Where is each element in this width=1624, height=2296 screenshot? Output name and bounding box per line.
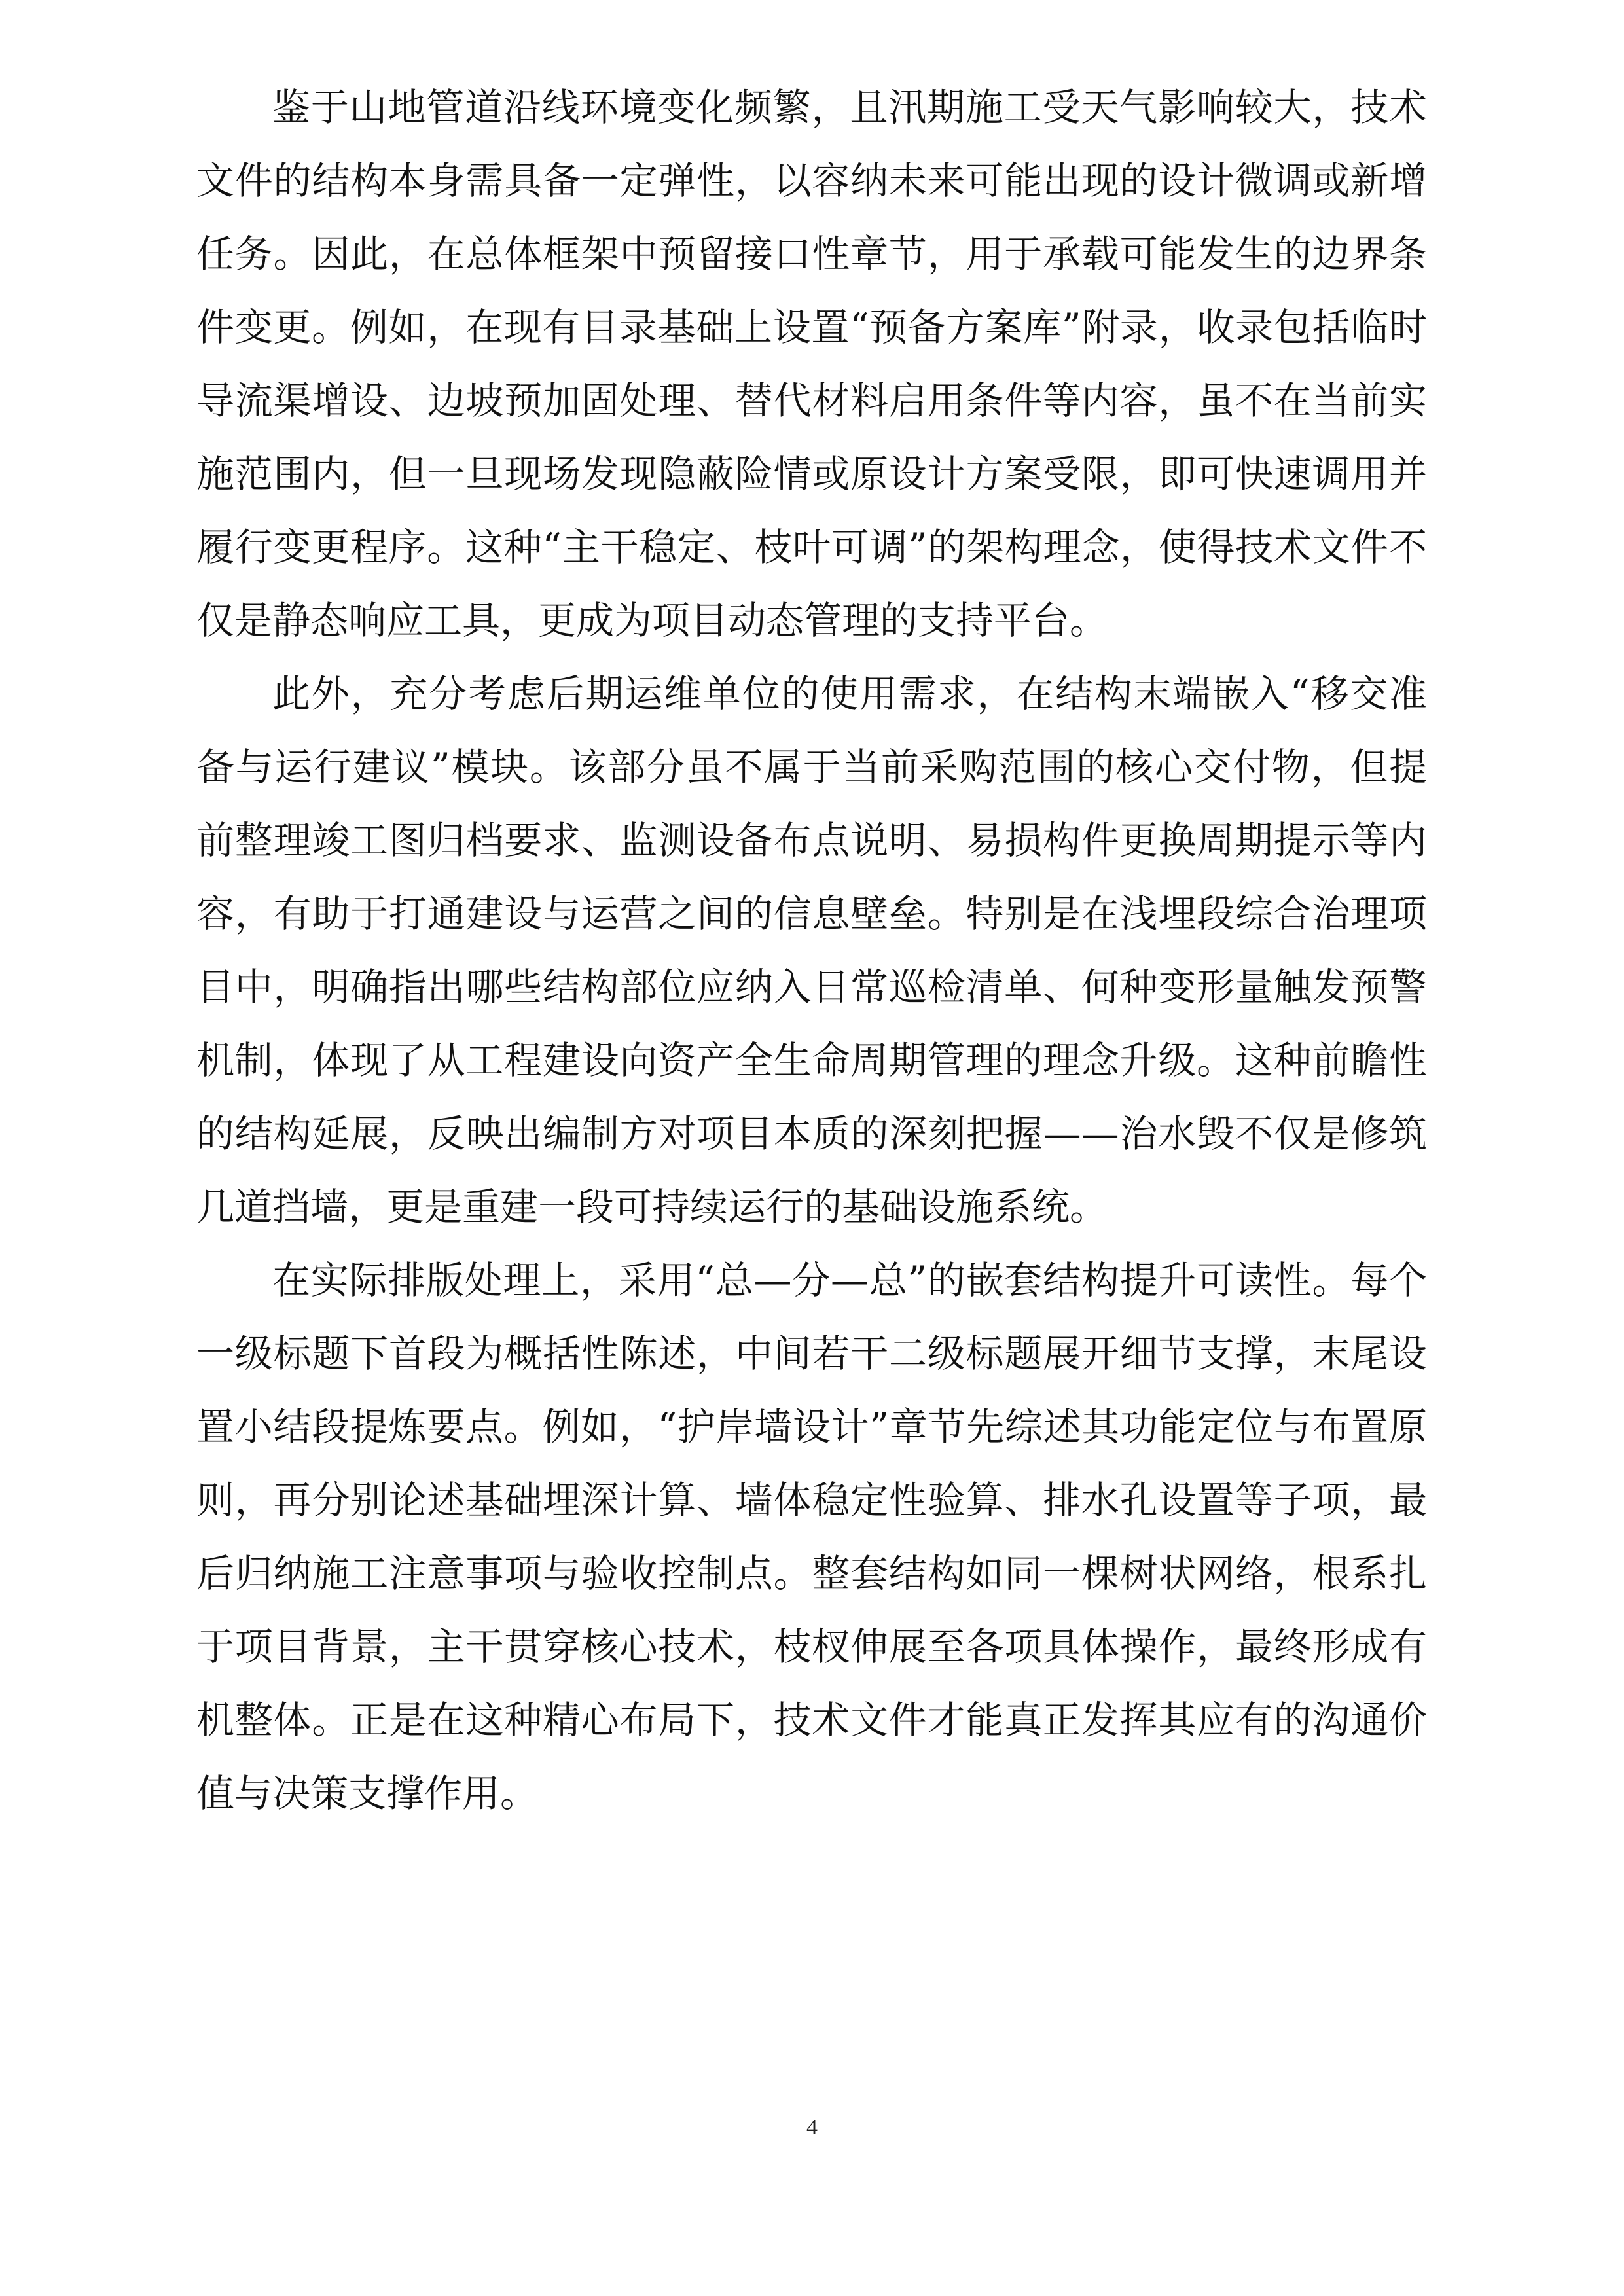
paragraph-handover-module: 此外，充分考虑后期运维单位的使用需求，在结构末端嵌入“移交准备与运行建议”模块。该部分虽不属于当前采购范围的核心交付物，但提前整理竣工图归档要求、监测设备布点说明、易损构件更换周期提示等内容，有助于打通建设与运营之间的信息壁垒。特别是在浅埋段综合治理项目中，明确指出哪些结构部位应纳入日常巡检清单、何种变形量触发预警机制，体现了从工程建设向资产全生命周期管理的理念升级。这种前瞻性的结构延展，反映出编制方对项目本质的深刻把握——治水毁不仅是修筑几道挡墙，更是重建一段可持续运行的基础设施系统。: [196, 672, 1427, 1229]
paragraph-nested-structure: 在实际排版处理上，采用“总—分—总”的嵌套结构提升可读性。每个一级标题下首段为概括性陈述，中间若干二级标题展开细节支撑，末尾设置小结段提炼要点。例如，“护岸墙设计”章节先综述其功能定位与布置原则，再分别论述基础埋深计算、墙体稳定性验算、排水孔设置等子项，最后归纳施工注意事项与验收控制点。整套结构如同一棵树状网络，根系扎于项目背景，主干贯穿核心技术，枝杈伸展至各项具体操作，最终形成有机整体。正是在这种精心布局下，技术文件才能真正发挥其应有的沟通价值与决策支撑作用。: [196, 1258, 1427, 1816]
paragraph-flexible-structure: 鉴于山地管道沿线环境变化频繁，且汛期施工受天气影响较大，技术文件的结构本身需具备一定弹性，以容纳未来可能出现的设计微调或新增任务。因此，在总体框架中预留接口性章节，用于承载可能发生的边界条件变更。例如，在现有目录基础上设置“预备方案库”附录，收录包括临时导流渠增设、边坡预加固处理、替代材料启用条件等内容，虽不在当前实施范围内，但一旦现场发现隐蔽险情或原设计方案受限，即可快速调用并履行变更程序。这种“主干稳定、枝叶可调”的架构理念，使得技术文件不仅是静态响应工具，更成为项目动态管理的支持平台。: [196, 85, 1427, 643]
page-number: 4: [806, 2115, 818, 2140]
body-text: [196, 71, 1427, 1830]
